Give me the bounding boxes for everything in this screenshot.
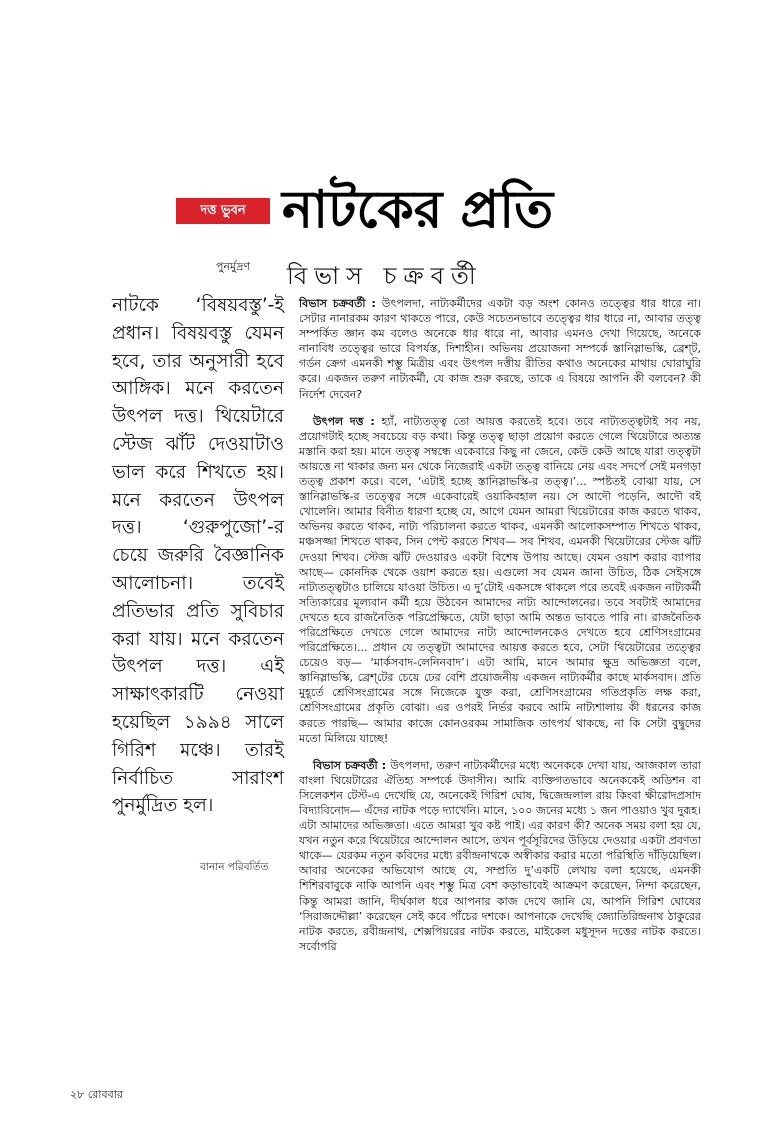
article-title: নাটকের প্রতি bbox=[282, 180, 554, 240]
paragraph-text: উৎপলদা, নাট্যকর্মীদের একটা বড় অংশ কোনও তত্ত্বের ধার ধারে না। সেটার নানারকম কারণ থাকতে পারে, কেউ সচেতনভাবে তত্ত্বের ধার ধারে না, আবার তত্ত্ব সম্পর্কিত জ্ঞান কম বলেও অনেকে ধার ধারে না, আবার এমনও দেখা গিয়েছে, অনেকে নানাবিধ তত্ত্বের ভারে বিপর্যস্ত, দিশাহীন। অভিনয় প্রয়োজনা সম্পর্কে স্তানিস্লাভস্কি, ব্রেশ্‌ট, গর্ডন ক্রেগ এমনকী শম্ভু মিত্রীয় এবং উৎপল দত্তীয় রীতির কথাও অনেকের মাথায় ঘোরাঘুরি করে। একজন তরুণ নাট্যকর্মী, যে কাজ শুরু করছে, তাকে এ বিষয়ে আপনি কী বলবেন? কী নির্দেশ দেবেন? bbox=[299, 297, 701, 401]
speaker-name: উৎপল দত্ত : bbox=[313, 414, 382, 428]
page-number: ২৮ bbox=[70, 1088, 85, 1101]
article-body bbox=[299, 296, 701, 954]
paragraph bbox=[299, 414, 701, 746]
publication-name: রোববার bbox=[87, 1088, 123, 1101]
speaker-name: বিভাস চক্রবর্তী : bbox=[313, 758, 391, 772]
spelling-note: বানান পরিবর্তিত bbox=[200, 861, 269, 873]
paragraph bbox=[299, 296, 701, 402]
section-badge: দত্ত ভুবন bbox=[176, 198, 270, 224]
paragraph-text: উৎপলদা, তরুণ নাট্যকর্মীদের মধ্যে অনেককে দেখা যায়, আজকাল তারা বাংলা থিয়েটারের ঐতিহ্য সম্পর্কে উদাসীন। আমি ব্যক্তিগতভাবে অনেককেই অডিশন বা সিলেকশন টেস্ট-এ দেখেছি যে, অনেকেই গিরিশ ঘোষ, দ্বিজেন্দ্রলাল রায় কিংবা ক্ষীরোদপ্রসাদ বিদ্যাবিনোদ— এঁদের নাটক পড়ে দ্যাখেনি। মানে, ১০০ জনের মধ্যে ১ জন পাওয়াও খুব দুরূহ। এটা আমাদের অভিজ্ঞতা। এতে আমরা খুব কষ্ট পাই। এর কারণ কী? অনেক সময় বলা হয় যে, যখন নতুন করে থিয়েটারে আন্দোলন আসে, তখন পূর্বসূরিদের উড়িয়ে দেওয়ার একটা প্রবণতা থাকে— যেরকম নতুন কবিদের মধ্যে রবীন্দ্রনাথকে অস্বীকার করার মতো পরিস্থিতি দাঁড়িয়েছিল। আবার অনেকের অভিযোগ আছে যে, সম্প্রতি দু’একটি লেখায় বলা হয়েছে, এমনকী শিশিরবাবুকে নাকি আপনি এবং শম্ভু মিত্র বেশ কড়াভাবেই আক্রমণ করেছেন, নিন্দা করেছেন, কিন্তু আমরা জানি, দীর্ঘকাল ধরে আপনার কাজ দেখে জানি যে, আপনি গিরিশ ঘোষের ‘সিরাজদ্দৌল্লা’ করেছেন সেই কবে পাঁচের দশকে। আপনাকে দেখেছি জ্যোতিরিন্দ্রনাথ ঠাকুরের নাটক করতে, রবীন্দ্রনাথ, শেক্সপিয়রের নাটক করতে, মাইকেল মধুসূদন দত্তের নাটক করতে। সর্বোপরি bbox=[299, 758, 701, 953]
paragraph bbox=[299, 758, 701, 954]
author-name: বিভাস চক্রবর্তী bbox=[287, 262, 483, 290]
pullquote: নাটকে ‘বিষয়বস্তু’-ই প্রধান। বিষয়বস্তু যেমন হবে, তার অনুসারী হবে আঙ্গিক। মনে করতেন উৎপল দত্ত। থিয়েটারে স্টেজ ঝাঁট দেওয়াটাও ভাল করে শিখতে হয়। মনে করতেন উৎপল দত্ত। ‘গুরুপুজো’-র চেয়ে জরুরি বৈজ্ঞানিক আলোচনা। তবেই প্রতিভার প্রতি সুবিচার করা যায়। মনে করতেন উৎপল দত্ত। এই সাক্ষাৎকারটি নেওয়া হয়েছিল ১৯৯৪ সালে গিরিশ মঞ্চে। তারই নির্বাচিত সারাংশ পুনর্মুদ্রিত হল। bbox=[112, 295, 284, 817]
reprint-label: পুনর্মুদ্রণ bbox=[216, 260, 251, 273]
page-footer bbox=[70, 1086, 123, 1105]
speaker-name: বিভাস চক্রবর্তী : bbox=[299, 297, 382, 310]
paragraph-text: হ্যাঁ, নাট্যতত্ত্ব তো আয়ত্ত করতেই হবে। তবে নাট্যতত্ত্বটাই সব নয়, প্রয়োগটাই হচ্ছে সবচেয়ে বড় কথা। কিন্তু তত্ত্ব ছাড়া প্রয়োগ করতে গেলে থিয়েটারে অত্যন্ত মস্তানি করা হয়। মানে তত্ত্ব সম্বন্ধে একেবারে কিছু না জেনে, কেউ কেউ আছে যারা তত্ত্বটা আয়ত্তে না থাকার জন্য মন থেকে নিজেরাই একটা তত্ত্ব বানিয়ে নেয় এবং সদর্পে সেই মনগড়া তত্ত্ব প্রকাশ করে। বলে, ‘এটাই হচ্ছে স্তানিস্লাভস্কি-র তত্ত্ব।’... স্পষ্টতই বোঝা যায়, সে স্তানিস্লাভস্কি-র তত্ত্বের সঙ্গে একেবারেই ওয়াকিবহাল নয়। সে আদৌ পড়েনি, আদৌ বই খোলেনি। আমার বিনীত ধারণা হচ্ছে যে, আগে যেমন আমরা থিয়েটারের কাজ করতে থাকব, অভিনয় করতে থাকব, নাট্য পরিচালনা করতে থাকব, এমনকী আলোকসম্পাত শিখতে থাকব, মঞ্চসজ্জা শিখতে থাকব, সিন পেন্ট করতে শিখব— সব শিখব, এমনকী থিয়েটারের স্টেজ ঝাঁট দেওয়া শিখব। স্টেজ ঝাঁট দেওয়ারও একটা বিশেষ উপায় আছে। যেমন ওয়াশ করার ব্যাপার আছে— কোনদিক থেকে ওয়াশ করতে হয়। এগুলো সব যেমন জানা উচিত, ঠিক সেইসঙ্গে নাট্যতত্ত্বটাও চালিয়ে যাওয়া উচিত। এ দু’টোই একসঙ্গে থাকলে পরে তবেই একজন নাট্যকর্মী সত্যিকারের মূল্যবান কর্মী হয়ে উঠবেন আমাদের নাট্য আন্দোলনের। তবে সবটাই আমাদের দেখতে হবে রাজনৈতিক পরিপ্রেক্ষিতে, যেটা ছাড়া আমি অন্তত ভাবতে পারি না। রাজনৈতিক পরিপ্রেক্ষিতে দেখতে গেলে আমাদের নাট্য আন্দোলনকেও দেখতে হবে শ্রেণিসংগ্রামের পরিপ্রেক্ষিতে।... প্রধান যে তত্ত্বটা আমাদের আয়ত্ত করতে হবে, সেটা থিয়েটারের তত্ত্বের চেয়েও বড়— ‘মার্কসবাদ-লেনিনবাদ’। এটা আমি, মানে আমার ক্ষুদ্র অভিজ্ঞতা বলে, স্তানিস্লাভস্কি, ব্রেশ্‌টের চেয়ে ঢের বেশি প্রয়োজনীয় একজন নাট্যকর্মীর কাছে মার্কসবাদ। প্রতি মুহূর্তে শ্রেণিসংগ্রামের সঙ্গে নিজেকে যুক্ত করা, শ্রেণিসংগ্রামের গতিপ্রকৃতি লক্ষ করা, শ্রেণিসংগ্রামের প্রকৃতি বোঝা। এর ওপরই নির্ভর করবে আমি নাট্যশালায় কী ধরনের কাজ করতে পারছি— আমার কাজে কোনওরকম সামাজিক তাৎপর্য থাকছে, না কি সেটা বুদ্বুদের মতো মিলিয়ে যাচ্ছে! bbox=[299, 414, 702, 745]
